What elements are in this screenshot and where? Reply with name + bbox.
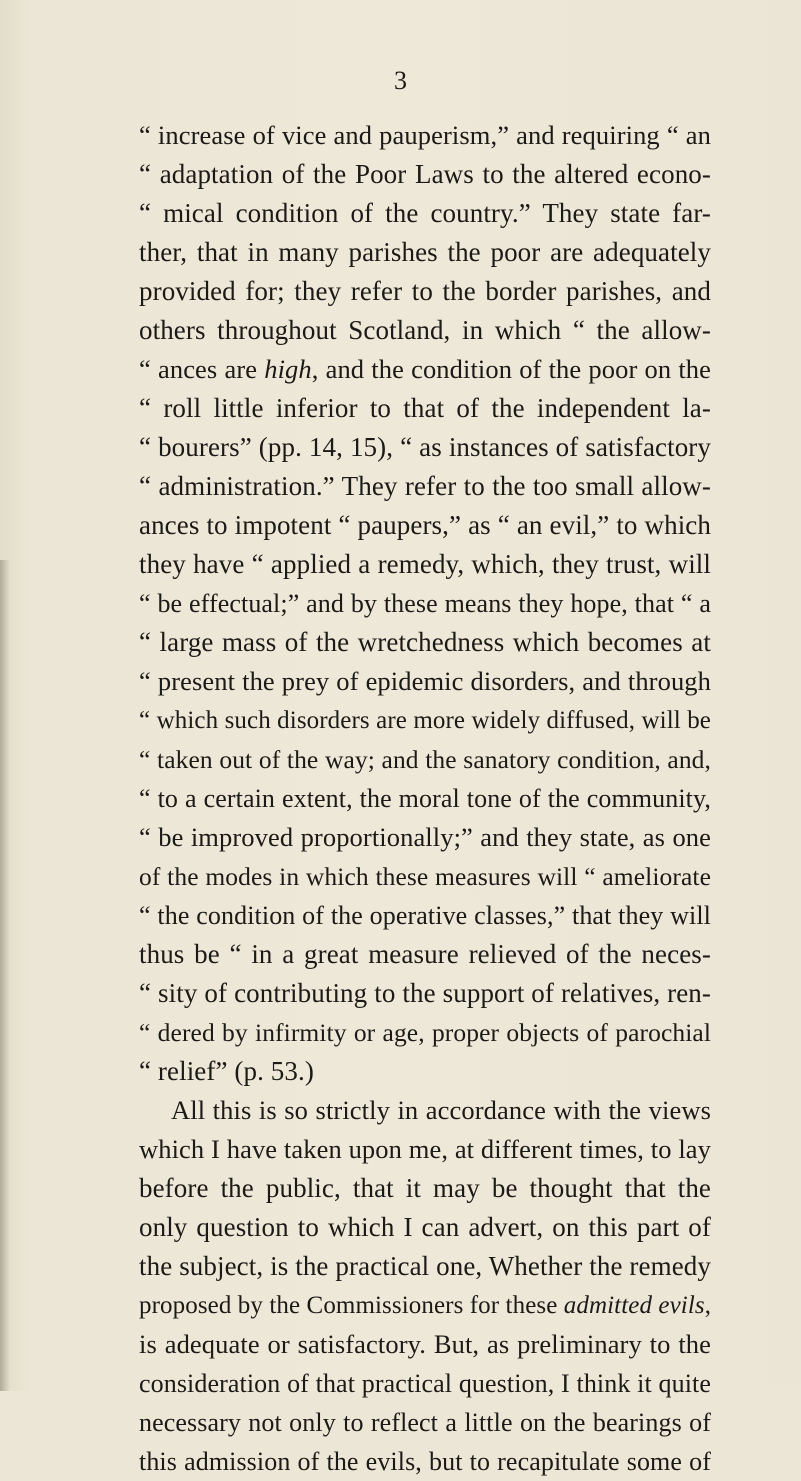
text-line: consideration of that practical question, I think it quite	[139, 1369, 711, 1398]
text-line: ther, that in many parishes the poor are adequately	[139, 237, 711, 267]
text-line: “ the condition of the operative classes,” that they will	[139, 901, 711, 930]
text-line: “ sity of contributing to the support of relatives, ren-	[139, 978, 711, 1008]
text-line: the subject, is the practical one, Whether the remedy	[139, 1251, 711, 1281]
text-line: “ which such disorders are more widely diffused, will be	[139, 707, 711, 734]
body-text	[139, 116, 711, 1481]
text-line: “ ances are high, and the condition of the poor on the	[139, 354, 711, 384]
text-line: “ dered by infirmity or age, proper objects of parochial	[139, 1018, 711, 1047]
text-line: provided for; they refer to the border parishes, and	[139, 276, 711, 306]
text-line: “ bourers” (pp. 14, 15), “ as instances of satisfactory	[139, 432, 711, 462]
text-line: “ taken out of the way; and the sanatory condition, and,	[139, 745, 711, 774]
text-line: “ administration.” They refer to the too small allow-	[139, 471, 711, 501]
text-line: of the modes in which these measures will “ ameliorate	[139, 862, 711, 891]
text-line: only question to which I can advert, on this part of	[139, 1212, 711, 1242]
text-line: proposed by the Commissioners for these admitted evils,	[139, 1292, 712, 1319]
page-number: 3	[394, 66, 407, 95]
text-line: “ relief” (p. 53.)	[139, 1056, 314, 1086]
text-line: ances to impotent “ paupers,” as “ an evil,” to which	[139, 510, 711, 540]
text-line: “ be improved proportionally;” and they state, as one	[139, 822, 711, 852]
page-edge-shadow	[0, 560, 10, 1391]
text-line: “ be effectual;” and by these means they hope, that “ a	[139, 589, 711, 618]
text-line: they have “ applied a remedy, which, they trust, will	[139, 549, 711, 579]
text-line: “ roll little inferior to that of the independent la-	[139, 393, 711, 423]
text-line: “ adaptation of the Poor Laws to the altered econo-	[139, 159, 711, 189]
text-line: is adequate or satisfactory. But, as preliminary to the	[139, 1329, 711, 1359]
text-line: All this is so strictly in accordance with the views	[171, 1095, 711, 1125]
text-line: before the public, that it may be thought that the	[139, 1173, 711, 1203]
text-line: “ present the prey of epidemic disorders, and through	[139, 666, 711, 696]
text-line: “ mical condition of the country.” They state far-	[139, 198, 711, 228]
text-line: which I have taken upon me, at different times, to lay	[139, 1134, 711, 1164]
text-line: this admission of the evils, but to recapitulate some of	[139, 1447, 711, 1476]
text-line: “ large mass of the wretchedness which becomes at	[139, 627, 711, 657]
text-line: “ to a certain extent, the moral tone of the community,	[139, 784, 711, 813]
text-line: others throughout Scotland, in which “ the allow-	[139, 315, 711, 345]
text-line: “ increase of vice and pauperism,” and requiring “ an	[139, 120, 711, 150]
text-line: thus be “ in a great measure relieved of the neces-	[139, 939, 711, 969]
text-line: necessary not only to reflect a little on the bearings of	[139, 1408, 711, 1437]
